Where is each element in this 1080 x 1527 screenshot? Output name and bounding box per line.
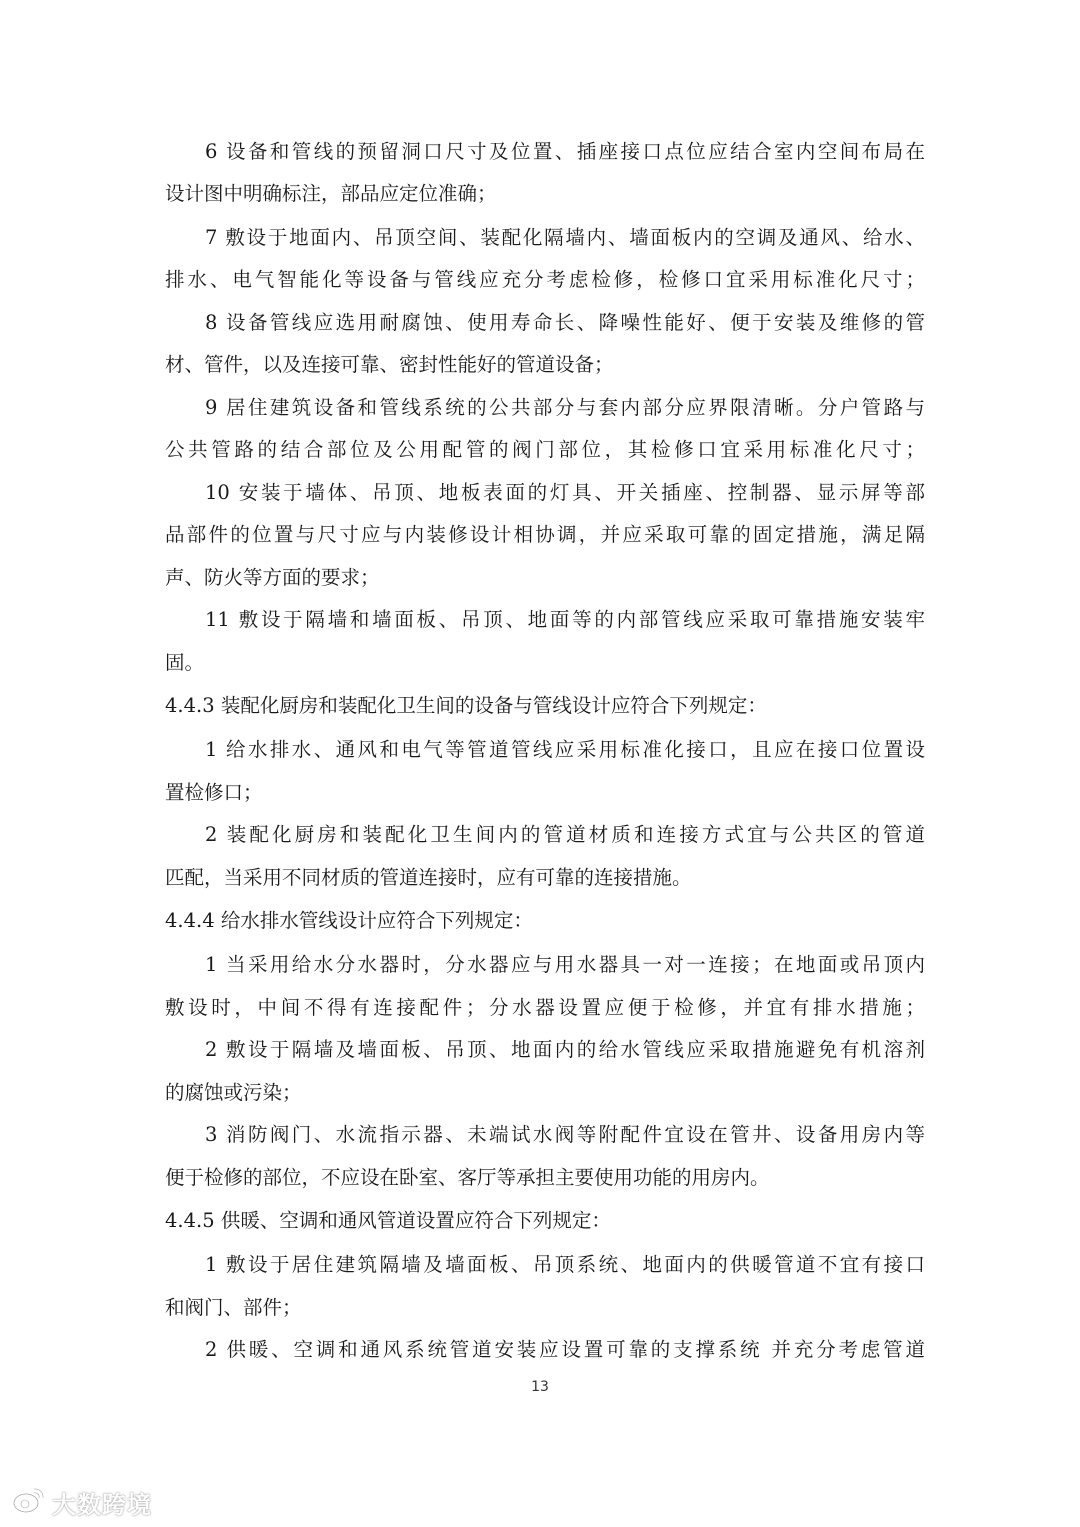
text-line: 2 敷设于隔墙及墙面板、吊顶、地面内的给水管线应采取措施避免有机溶剂	[205, 1038, 925, 1061]
text-line: 排水、电气智能化等设备与管线应充分考虑检修，检修口宜采用标准化尺寸；	[165, 268, 925, 291]
text-line: 材、管件，以及连接可靠、密封性能好的管道设备；	[165, 353, 614, 376]
section-heading-4-4-3: 4.4.3 装配化厨房和装配化卫生间的设备与管线设计应符合下列规定：	[165, 694, 767, 717]
watermark-text: 大数跨境	[52, 1490, 152, 1519]
text-line: 2 装配化厨房和装配化卫生间内的管道材质和连接方式宜与公共区的管道	[205, 823, 925, 846]
text-line: 固。	[165, 651, 205, 674]
text-line: 9 居住建筑设备和管线系统的公共部分与套内部分应界限清晰。分户管路与	[205, 396, 925, 419]
weibo-logo-icon	[12, 1485, 46, 1519]
text-line: 公共管路的结合部位及公用配管的阀门部位，其检修口宜采用标准化尺寸；	[165, 438, 925, 461]
section-heading-4-4-5: 4.4.5 供暖、空调和通风管道设置应符合下列规定：	[165, 1209, 611, 1232]
watermark	[12, 1482, 152, 1522]
text-line: 1 敷设于居住建筑隔墙及墙面板、吊顶系统、地面内的供暖管道不宜有接口	[205, 1253, 925, 1276]
text-line: 1 给水排水、通风和电气等管道管线应采用标准化接口，且应在接口位置设	[205, 738, 925, 761]
section-heading-4-4-4: 4.4.4 给水排水管线设计应符合下列规定：	[165, 909, 533, 932]
text-line: 2 供暖、空调和通风系统管道安装应设置可靠的支撑系统 并充分考虑管道	[205, 1338, 925, 1361]
text-line: 设计图中明确标注，部品应定位准确；	[165, 182, 497, 205]
text-line: 声、防火等方面的要求；	[165, 566, 380, 589]
text-line: 6 设备和管线的预留洞口尺寸及位置、插座接口点位应结合室内空间布局在	[205, 140, 925, 163]
text-line: 匹配，当采用不同材质的管道连接时，应有可靠的连接措施。	[165, 866, 692, 889]
text-line: 7 敷设于地面内、吊顶空间、装配化隔墙内、墙面板内的空调及通风、给水、	[205, 226, 925, 249]
text-line: 置检修口；	[165, 781, 263, 804]
text-line: 敷设时，中间不得有连接配件；分水器设置应便于检修，并宜有排水措施；	[165, 996, 925, 1019]
text-line: 11 敷设于隔墙和墙面板、吊顶、地面等的内部管线应采取可靠措施安装牢	[205, 608, 925, 631]
text-line: 便于检修的部位，不应设在卧室、客厅等承担主要使用功能的用房内。	[165, 1166, 770, 1189]
text-line: 10 安装于墙体、吊顶、地板表面的灯具、开关插座、控制器、显示屏等部	[205, 481, 925, 504]
text-line: 的腐蚀或污染；	[165, 1081, 302, 1104]
text-line: 品部件的位置与尺寸应与内装修设计相协调，并应采取可靠的固定措施，满足隔	[165, 523, 925, 546]
text-line: 8 设备管线应选用耐腐蚀、使用寿命长、降噪性能好、便于安装及维修的管	[205, 311, 925, 334]
text-line: 1 当采用给水分水器时，分水器应与用水器具一对一连接；在地面或吊顶内	[205, 953, 925, 976]
text-line: 3 消防阀门、水流指示器、未端试水阀等附配件宜设在管井、设备用房内等	[205, 1123, 925, 1146]
text-line: 和阀门、部件；	[165, 1296, 302, 1319]
page-number: 13	[531, 1379, 549, 1395]
